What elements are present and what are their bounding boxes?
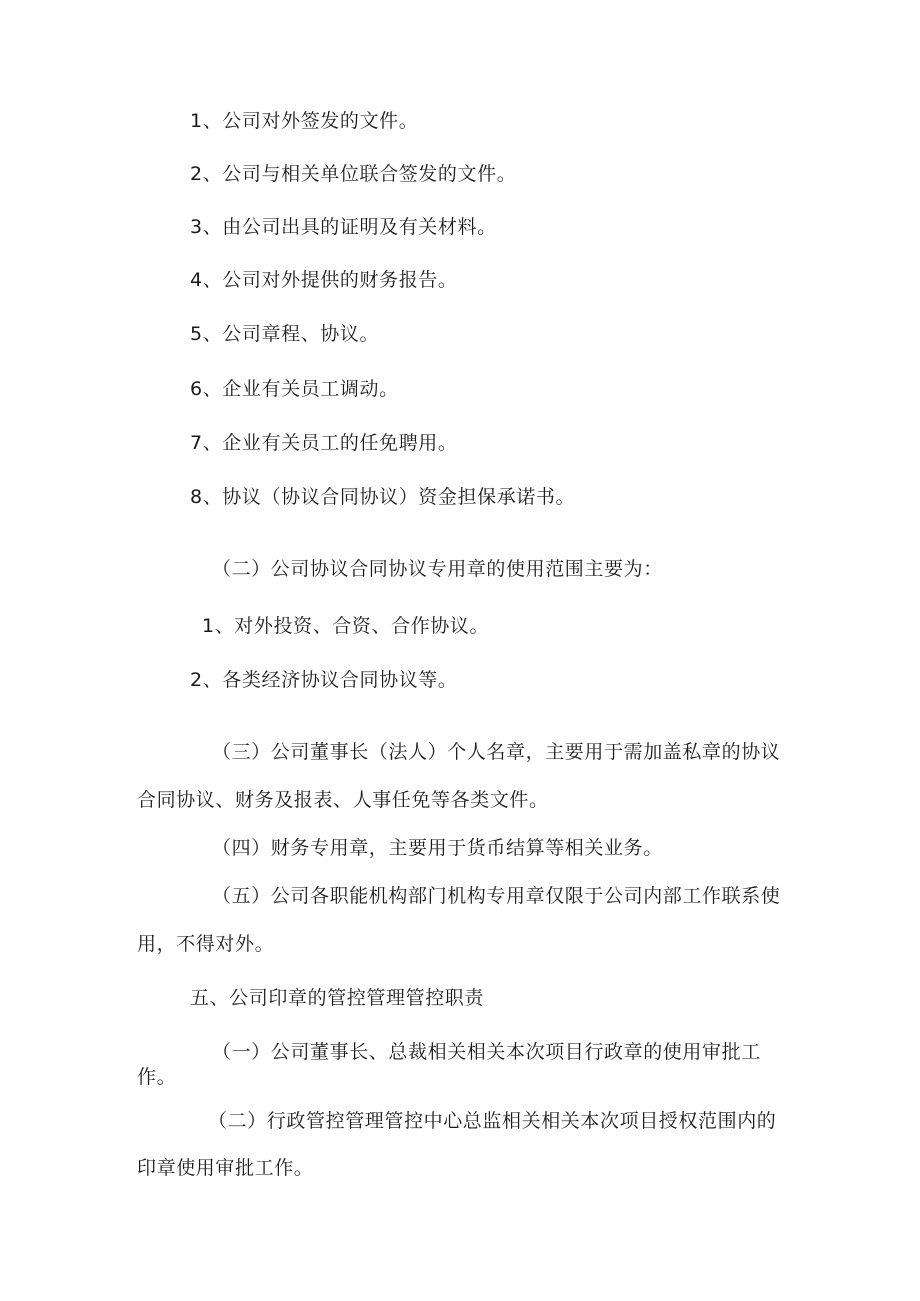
duty-1-line-1: （一）公司董事长、总裁相关相关本次项目行政章的使用审批工 [212, 1041, 761, 1063]
list-item-5: 5、公司章程、协议。 [190, 323, 380, 345]
list-item-6: 6、企业有关员工调动。 [190, 378, 399, 400]
list-item-2: 2、公司与相关单位联合签发的文件。 [190, 163, 517, 185]
list-item-4: 4、公司对外提供的财务报告。 [190, 269, 458, 291]
duty-2-line-1: （二）行政管控管理管控中心总监相关相关本次项目授权范围内的 [208, 1110, 777, 1132]
paragraph-5-line-1: （五）公司各职能机构部门机构专用章仅限于公司内部工作联系使 [212, 885, 781, 907]
paragraph-5-line-2: 用，不得对外。 [137, 933, 275, 955]
duty-2-line-2: 印章使用审批工作。 [137, 1157, 314, 1179]
list-item-1: 1、公司对外签发的文件。 [190, 110, 419, 132]
list-item-8: 8、协议（协议合同协议）资金担保承诺书。 [190, 486, 576, 508]
paragraph-4: （四）财务专用章，主要用于货币结算等相关业务。 [212, 837, 663, 859]
paragraph-3-line-2: 合同协议、财务及报表、人事任免等各类文件。 [137, 789, 549, 811]
section-heading-2: （二）公司协议合同协议专用章的使用范围主要为： [212, 558, 663, 580]
contract-item-1: 1、对外投资、合资、合作协议。 [202, 615, 490, 637]
list-item-3: 3、由公司出具的证明及有关材料。 [190, 216, 497, 238]
contract-item-2: 2、各类经济协议合同协议等。 [190, 669, 458, 691]
duty-1-line-2: 作。 [137, 1066, 177, 1088]
list-item-7: 7、企业有关员工的任免聘用。 [190, 432, 458, 454]
paragraph-3-line-1: （三）公司董事长（法人）个人名章，主要用于需加盖私章的协议 [212, 741, 781, 763]
chapter-heading-5: 五、公司印章的管控管理管控职责 [190, 987, 485, 1009]
